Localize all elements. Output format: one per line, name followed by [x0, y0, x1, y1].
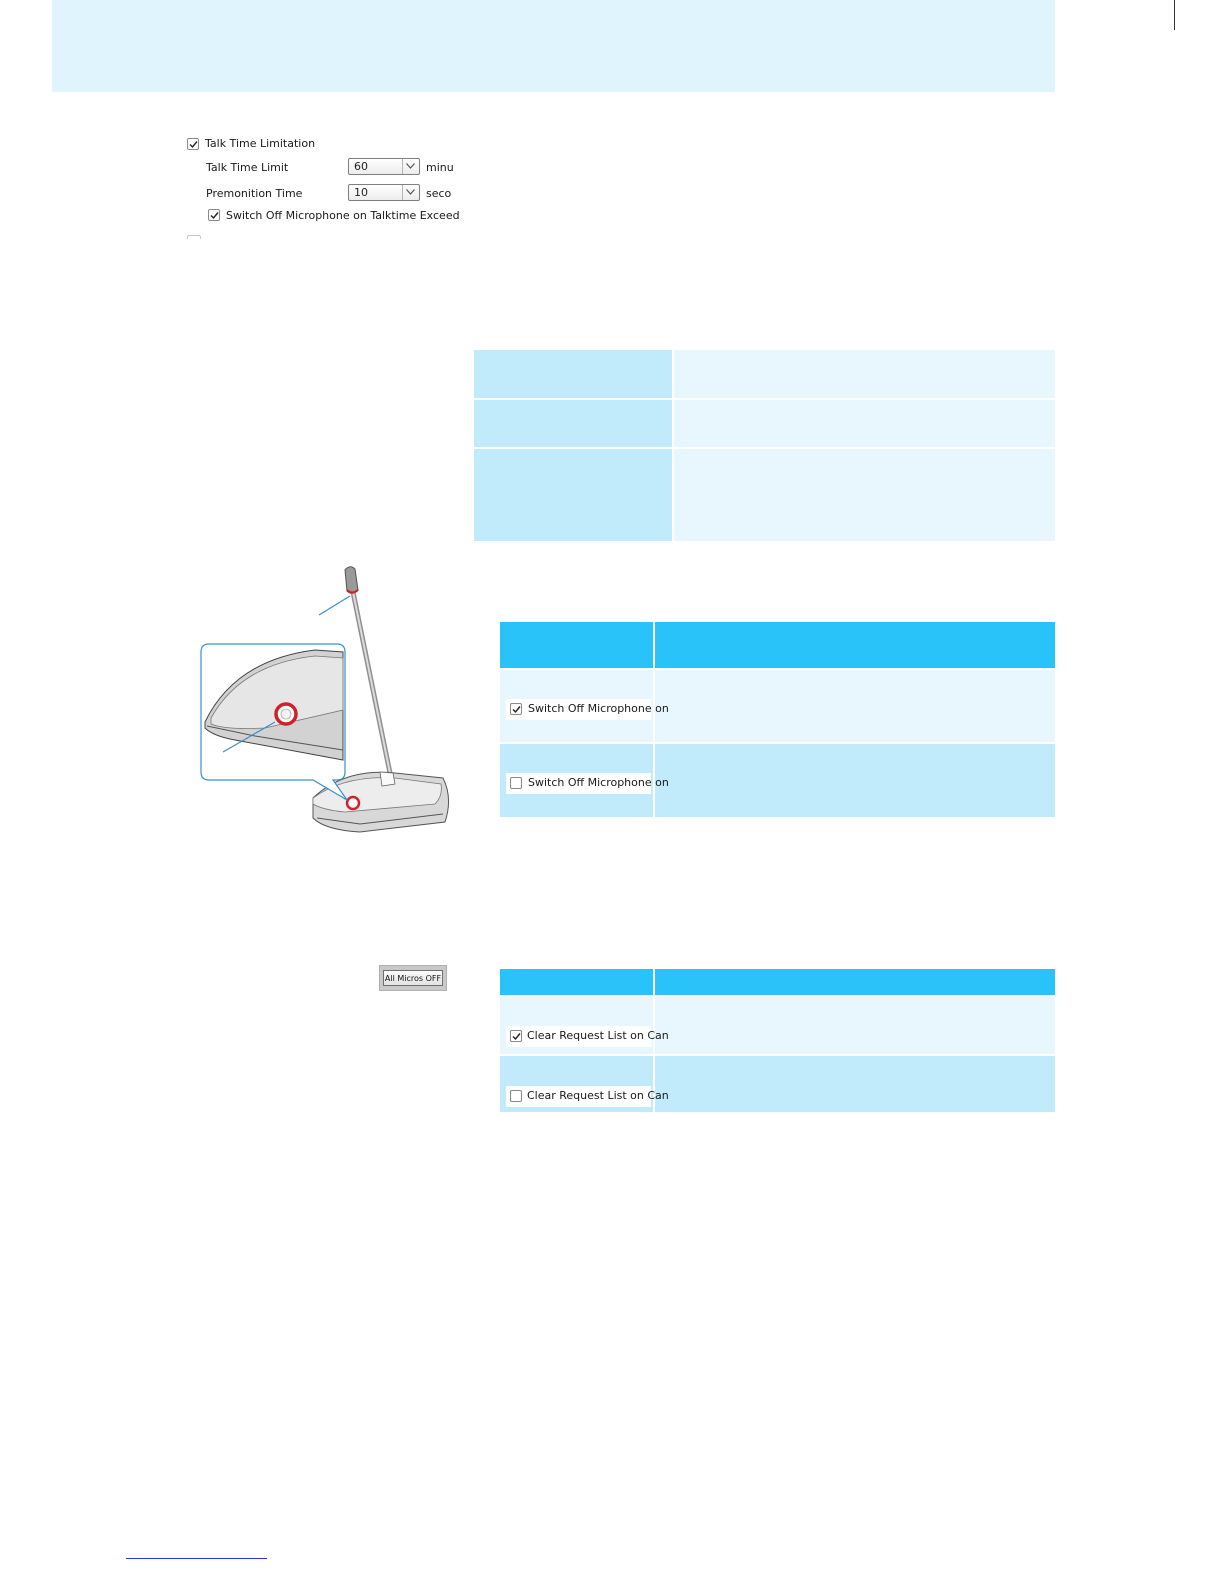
talk-time-limit-value: 60	[354, 160, 368, 173]
chevron-down-icon	[406, 189, 415, 195]
table-cell	[674, 350, 1055, 398]
clear-request-unchecked-chip	[506, 1086, 669, 1107]
table-header-cell	[655, 622, 1055, 668]
talk-time-limit-select[interactable]	[348, 158, 420, 175]
table-cell	[655, 744, 1055, 817]
talk-time-settings-panel	[180, 132, 460, 242]
checkmark-icon	[512, 1032, 521, 1041]
dropdown-arrow	[402, 159, 419, 174]
premonition-time-select[interactable]	[348, 184, 420, 201]
table-cell	[655, 997, 1055, 1054]
talk-time-limit-unit: minu	[426, 161, 454, 174]
all-micros-off-button[interactable]: All Micros OFF	[383, 970, 443, 986]
checkmark-icon	[512, 705, 521, 714]
checkmark-icon	[210, 211, 219, 220]
chevron-down-icon	[406, 163, 415, 169]
dropdown-arrow	[402, 185, 419, 200]
table-header-cell	[500, 622, 653, 668]
switch-off-microphone-label: Switch Off Microphone on Talktime Exceed	[226, 209, 460, 222]
premonition-time-unit: seco	[426, 187, 452, 200]
checkmark-icon	[189, 140, 198, 149]
all-micros-off-button-frame	[379, 965, 447, 991]
clear-request-checked-chip	[506, 1026, 669, 1047]
clear-request-checkbox-unchecked[interactable]	[510, 1090, 522, 1102]
clear-request-label: Clear Request List on Can	[527, 1029, 669, 1042]
table-cell	[655, 670, 1055, 742]
switch-off-checked-chip	[506, 699, 669, 720]
table-header-cell	[655, 969, 1055, 995]
table-cell	[674, 449, 1055, 541]
switch-off-label: Switch Off Microphone on	[528, 776, 669, 789]
footer-link-underline	[126, 1558, 267, 1559]
talk-time-limitation-checkbox[interactable]	[187, 138, 199, 150]
premonition-time-label: Premonition Time	[206, 187, 303, 200]
next-checkbox-partial	[187, 235, 201, 239]
microphone-unit-illustration	[195, 560, 470, 845]
table-header-cell	[500, 969, 653, 995]
switch-off-microphone-checkbox[interactable]	[208, 209, 220, 221]
table-cell	[474, 400, 672, 447]
table-cell	[674, 400, 1055, 447]
switch-off-unchecked-chip	[506, 773, 669, 794]
talk-time-limitation-label: Talk Time Limitation	[205, 137, 316, 150]
clear-request-label: Clear Request List on Can	[527, 1089, 669, 1102]
page-edge-rule	[1174, 0, 1175, 30]
switch-off-checkbox-unchecked[interactable]	[510, 777, 522, 789]
clear-request-checkbox-checked[interactable]	[510, 1030, 522, 1042]
talk-time-limit-label: Talk Time Limit	[206, 161, 289, 174]
table-cell	[655, 1056, 1055, 1112]
table-cell	[474, 350, 672, 398]
table-cell	[474, 449, 672, 541]
header-band	[52, 0, 1055, 92]
premonition-time-value: 10	[354, 186, 368, 199]
switch-off-checkbox-checked[interactable]	[510, 703, 522, 715]
switch-off-label: Switch Off Microphone on	[528, 702, 669, 715]
